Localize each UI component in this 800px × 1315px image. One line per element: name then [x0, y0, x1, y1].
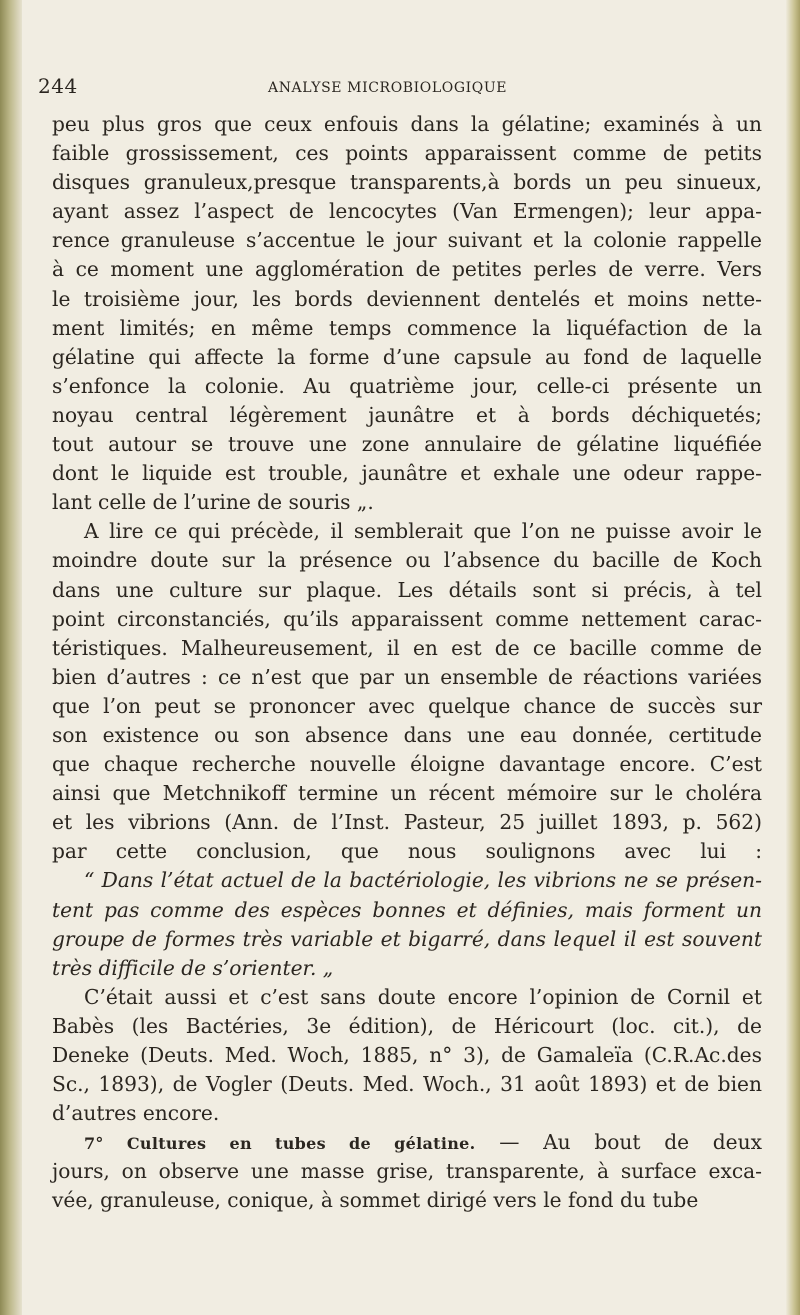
text-line — [52, 1128, 762, 1157]
line-text: ainsi que Metchnikoff termine un récent mémoire sur le choléra — [52, 781, 762, 806]
text-line — [52, 285, 762, 314]
line-text: C’était aussi et c’est sans doute encore l’opinion de Cornil et — [84, 984, 762, 1009]
page-outer-edge — [786, 0, 800, 1315]
text-line — [52, 372, 762, 401]
page-number: 244 — [38, 74, 78, 98]
line-text: noyau central légèrement jaunâtre et à bords déchiquetés; — [52, 402, 762, 427]
text-line — [52, 692, 762, 721]
line-text: ayant assez l’aspect de lencocytes (Van Ermengen); leur appa- — [52, 199, 762, 224]
text-line — [52, 1070, 762, 1099]
line-text: Babès (les Bactéries, 3e édition), de Héricourt (loc. cit.), de — [52, 1013, 762, 1038]
body-text — [52, 110, 762, 1216]
line-text: moindre doute sur la présence ou l’absence du bacille de Koch — [52, 548, 762, 573]
text-line — [52, 896, 762, 925]
line-text: peu plus gros que ceux enfouis dans la gélatine; examinés à un — [52, 112, 762, 136]
text-line — [52, 401, 762, 430]
line-text: dont le liquide est trouble, jaunâtre et exhale une odeur rappe- — [52, 461, 762, 486]
line-text: à ce moment une agglomération de petites perles de verre. Vers — [52, 257, 762, 282]
text-line — [52, 488, 762, 517]
text-line — [52, 546, 762, 575]
line-text: Deneke (Deuts. Med. Woch, 1885, n° 3), de Gamaleïa (C.R.Ac.des — [52, 1043, 762, 1067]
page-header — [38, 74, 758, 104]
line-text: gélatine qui affecte la forme d’une capsule au fond de laquelle — [52, 344, 762, 369]
text-line — [52, 1157, 762, 1186]
text-line — [52, 197, 762, 226]
line-text: son existence ou son absence dans une eau donnée, certitude — [52, 722, 762, 747]
line-text: vée, granuleuse, conique, à sommet dirigé vers le fond du tube — [52, 1188, 699, 1213]
text-line — [52, 1099, 762, 1128]
text-line — [52, 837, 762, 866]
line-text: rence granuleuse s’accentue le jour suivant et la colonie rappelle — [52, 228, 762, 253]
text-line — [52, 168, 762, 197]
text-line — [52, 1041, 762, 1070]
text-line — [52, 110, 762, 139]
line-text: tent pas comme des espèces bonnes et définies, mais forment un — [52, 897, 762, 922]
text-line — [52, 866, 762, 895]
line-text: — Au bout de deux — [475, 1130, 763, 1155]
text-line — [52, 750, 762, 779]
text-line — [52, 459, 762, 488]
text-line — [52, 983, 762, 1012]
text-line — [52, 314, 762, 343]
line-text: que l’on peut se prononcer avec quelque chance de succès sur — [52, 693, 762, 718]
text-line — [52, 1012, 762, 1041]
line-text: point circonstanciés, qu’ils apparaissent comme nettement carac- — [52, 606, 762, 631]
line-text: dans une culture sur plaque. Les détails sont si précis, à tel — [52, 577, 762, 602]
text-line — [52, 343, 762, 372]
line-text: que chaque recherche nouvelle éloigne davantage encore. C’est — [52, 752, 762, 777]
line-text: faible grossissement, ces points apparaissent comme de petits — [52, 141, 762, 166]
text-line — [52, 226, 762, 255]
text-line — [52, 663, 762, 692]
running-head: ANALYSE MICROBIOLOGIQUE — [268, 80, 508, 96]
text-line — [52, 1186, 762, 1215]
line-text: tout autour se trouve une zone annulaire de gélatine liquéfiée — [52, 432, 762, 457]
line-text: disques granuleux,presque transparents,à bords un peu sinueux, — [52, 170, 762, 195]
text-line — [52, 721, 762, 750]
line-text: par cette conclusion, que nous soulignons avec lui : — [52, 839, 762, 864]
text-line — [52, 576, 762, 605]
text-line — [52, 634, 762, 663]
line-text: “ Dans l’état actuel de la bactériologie, les vibrions ne se présen- — [84, 868, 762, 893]
text-line — [52, 605, 762, 634]
text-line — [52, 808, 762, 837]
line-text: et les vibrions (Ann. de l’Inst. Pasteur, 25 juillet 1893, p. 562) — [52, 810, 762, 835]
section-heading: 7° Cultures en tubes de gélatine. — [84, 1134, 476, 1154]
line-text: lant celle de l’urine de souris „. — [52, 490, 374, 515]
line-text: téristiques. Malheureusement, il en est de ce bacille comme de — [52, 635, 762, 660]
line-text: s’enfonce la colonie. Au quatrième jour, celle-ci présente un — [52, 373, 762, 398]
text-line — [52, 925, 762, 954]
text-line — [52, 954, 762, 983]
line-text: A lire ce qui précède, il semblerait que l’on ne puisse avoir le — [84, 519, 762, 544]
text-line — [52, 517, 762, 546]
text-line — [52, 430, 762, 459]
text-line — [52, 255, 762, 284]
line-text: ment limités; en même temps commence la liquéfaction de la — [52, 315, 762, 340]
line-text: bien d’autres : ce n’est que par un ensemble de réactions variées — [52, 664, 762, 689]
line-text: jours, on observe une masse grise, transparente, à surface exca- — [52, 1159, 762, 1184]
page-binding-edge — [0, 0, 22, 1315]
line-text: le troisième jour, les bords deviennent dentelés et moins nette- — [52, 286, 762, 311]
line-text: très difficile de s’orienter. „ — [52, 955, 334, 980]
line-text: Sc., 1893), de Vogler (Deuts. Med. Woch., 31 août 1893) et de bien — [52, 1072, 762, 1097]
line-text: groupe de formes très variable et bigarré, dans lequel il est souvent — [52, 926, 762, 951]
text-line — [52, 779, 762, 808]
text-line — [52, 139, 762, 168]
line-text: d’autres encore. — [52, 1101, 220, 1126]
